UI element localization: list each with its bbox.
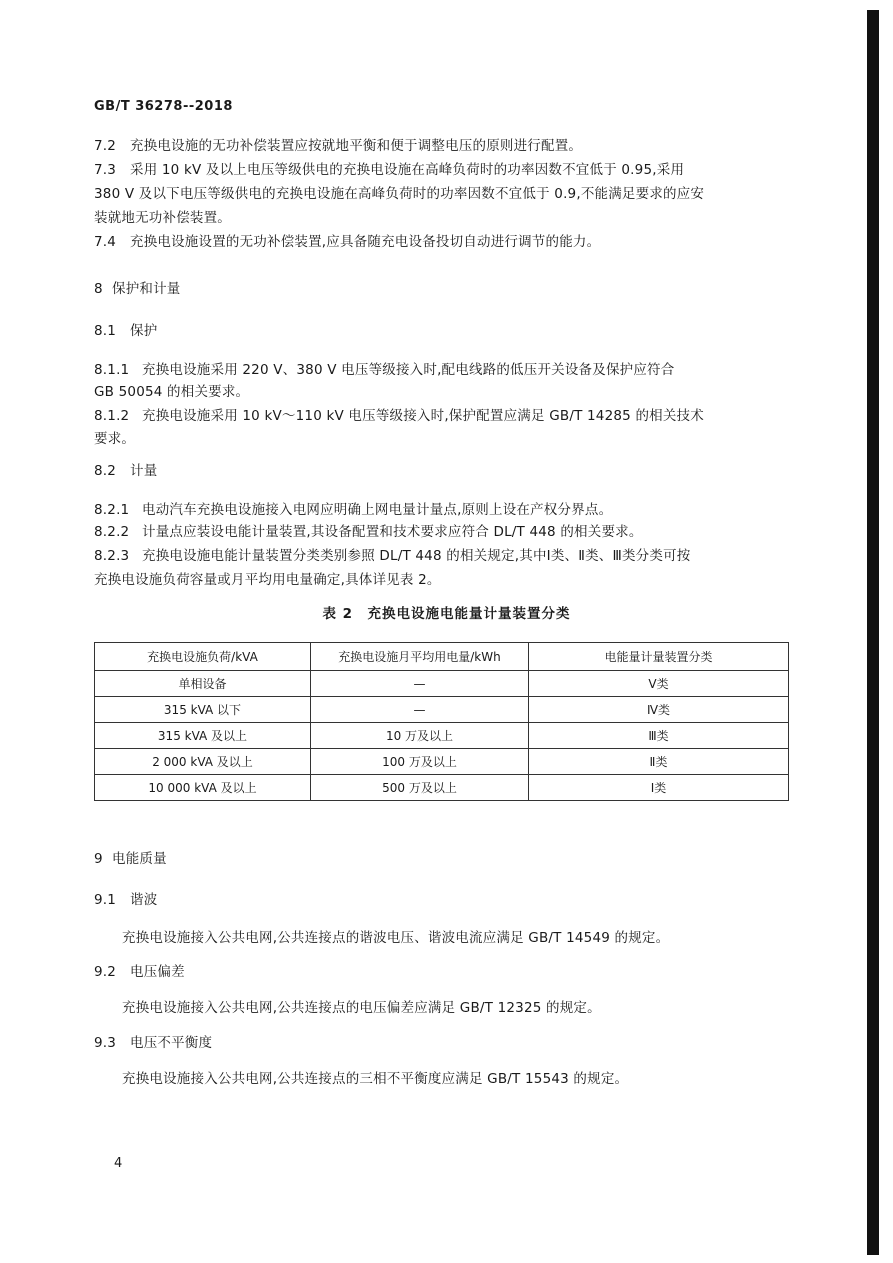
table-row [95, 723, 789, 749]
section-heading-9 [94, 851, 167, 868]
clause-number: 8.1.2 [94, 408, 130, 424]
clause-8-1-2 [94, 408, 704, 425]
table-cell: 单相设备 [95, 671, 311, 697]
clause-text-line: 充换电设施采用 10 kV～110 kV 电压等级接入时,保护配置应满足 GB/T 14285 的相关技术 [142, 408, 704, 424]
subsection-title: 保护 [130, 323, 158, 339]
clause-8-2-3 [94, 548, 690, 565]
table-cell: 315 kVA 及以上 [95, 723, 311, 749]
metering-device-table [94, 642, 789, 801]
subsection-heading-8-2 [94, 463, 157, 480]
table-cell: 10 万及以上 [311, 723, 529, 749]
table-caption: 表 2 充换电设施电能量计量装置分类 [322, 606, 571, 622]
table-row [95, 671, 789, 697]
subsection-number: 9.1 [94, 892, 117, 908]
clause-text: 充换电设施的无功补偿装置应按就地平衡和便于调整电压的原则进行配置。 [130, 138, 583, 154]
clause-text: 电动汽车充换电设施接入电网应明确上网电量计量点,原则上设在产权分界点。 [142, 502, 613, 518]
section-heading-8 [94, 281, 181, 298]
clause-7-3-line-2: 380 V 及以下电压等级供电的充换电设施在高峰负荷时的功率因数不宜低于 0.9,不能满足要求的应安 [94, 186, 705, 202]
clause-8-2-2 [94, 524, 643, 541]
clause-7-3-line-3: 装就地无功补偿装置。 [94, 210, 231, 226]
standard-header: GB/T 36278--2018 [94, 99, 233, 114]
table-cell: 2 000 kVA 及以上 [95, 749, 311, 775]
table-cell: — [311, 671, 529, 697]
clause-number: 8.1.1 [94, 362, 130, 378]
clause-number: 7.2 [94, 138, 117, 154]
clause-8-1-1-line-2: GB 50054 的相关要求。 [94, 384, 250, 400]
clause-number: 8.2.2 [94, 524, 130, 540]
subsection-heading-9-3 [94, 1035, 212, 1052]
subsection-number: 9.2 [94, 964, 117, 980]
table-cell: 10 000 kVA 及以上 [95, 775, 311, 801]
subsection-number: 8.2 [94, 463, 117, 479]
clause-8-2-3-line-2: 充换电设施负荷容量或月平均用电量确定,具体详见表 2。 [94, 572, 441, 588]
clause-8-1-2-line-2: 要求。 [94, 431, 136, 447]
section-number: 9 [94, 851, 103, 867]
clause-number: 8.2.3 [94, 548, 130, 564]
column-header-monthly-usage: 充换电设施月平均用电量/kWh [311, 643, 529, 671]
table-cell: 100 万及以上 [311, 749, 529, 775]
clause-number: 7.4 [94, 234, 117, 250]
subsection-title: 电压不平衡度 [130, 1035, 213, 1051]
clause-number: 7.3 [94, 162, 117, 178]
subsection-heading-9-2 [94, 964, 185, 981]
section-title: 电能质量 [112, 851, 167, 867]
page-number: 4 [114, 1156, 123, 1171]
paragraph-9-1: 充换电设施接入公共电网,公共连接点的谐波电压、谐波电流应满足 GB/T 14549 的规定。 [122, 930, 670, 946]
column-header-load: 充换电设施负荷/kVA [95, 643, 311, 671]
table-cell: 500 万及以上 [311, 775, 529, 801]
table-cell: — [311, 697, 529, 723]
table-cell: Ⅳ类 [529, 697, 789, 723]
paragraph-9-3: 充换电设施接入公共电网,公共连接点的三相不平衡度应满足 GB/T 15543 的规定。 [122, 1071, 629, 1087]
table-cell: Ⅴ类 [529, 671, 789, 697]
table-cell: Ⅰ类 [529, 775, 789, 801]
table-row [95, 775, 789, 801]
column-header-device-class: 电能量计量装置分类 [529, 643, 789, 671]
section-title: 保护和计量 [112, 281, 181, 297]
subsection-number: 9.3 [94, 1035, 117, 1051]
clause-text: 计量点应装设电能计量装置,其设备配置和技术要求应符合 DL/T 448 的相关要求。 [142, 524, 643, 540]
table-cell: Ⅱ类 [529, 749, 789, 775]
clause-7-3 [94, 162, 684, 179]
clause-text-line: 充换电设施采用 220 V、380 V 电压等级接入时,配电线路的低压开关设备及保护应符合 [142, 362, 675, 378]
clause-text: 充换电设施设置的无功补偿装置,应具备随充电设备投切自动进行调节的能力。 [130, 234, 601, 250]
clause-8-2-1 [94, 502, 612, 519]
subsection-title: 电压偏差 [130, 964, 185, 980]
subsection-title: 谐波 [130, 892, 158, 908]
table-cell: 315 kVA 以下 [95, 697, 311, 723]
table-row [95, 749, 789, 775]
clause-7-4 [94, 234, 600, 251]
clause-7-2 [94, 138, 582, 155]
clause-text-line: 采用 10 kV 及以上电压等级供电的充换电设施在高峰负荷时的功率因数不宜低于 0.95,采用 [130, 162, 685, 178]
subsection-title: 计量 [130, 463, 158, 479]
clause-number: 8.2.1 [94, 502, 130, 518]
clause-8-1-1 [94, 362, 674, 379]
paragraph-9-2: 充换电设施接入公共电网,公共连接点的电压偏差应满足 GB/T 12325 的规定。 [122, 1000, 601, 1016]
table-row [95, 697, 789, 723]
subsection-heading-8-1 [94, 323, 157, 340]
clause-text-line: 充换电设施电能计量装置分类类别参照 DL/T 448 的相关规定,其中Ⅰ类、Ⅱ类、Ⅲ类分类可按 [142, 548, 691, 564]
table-cell: Ⅲ类 [529, 723, 789, 749]
scan-edge-bar [867, 10, 879, 1255]
table-header-row [95, 643, 789, 671]
subsection-number: 8.1 [94, 323, 117, 339]
section-number: 8 [94, 281, 103, 297]
subsection-heading-9-1 [94, 892, 157, 909]
